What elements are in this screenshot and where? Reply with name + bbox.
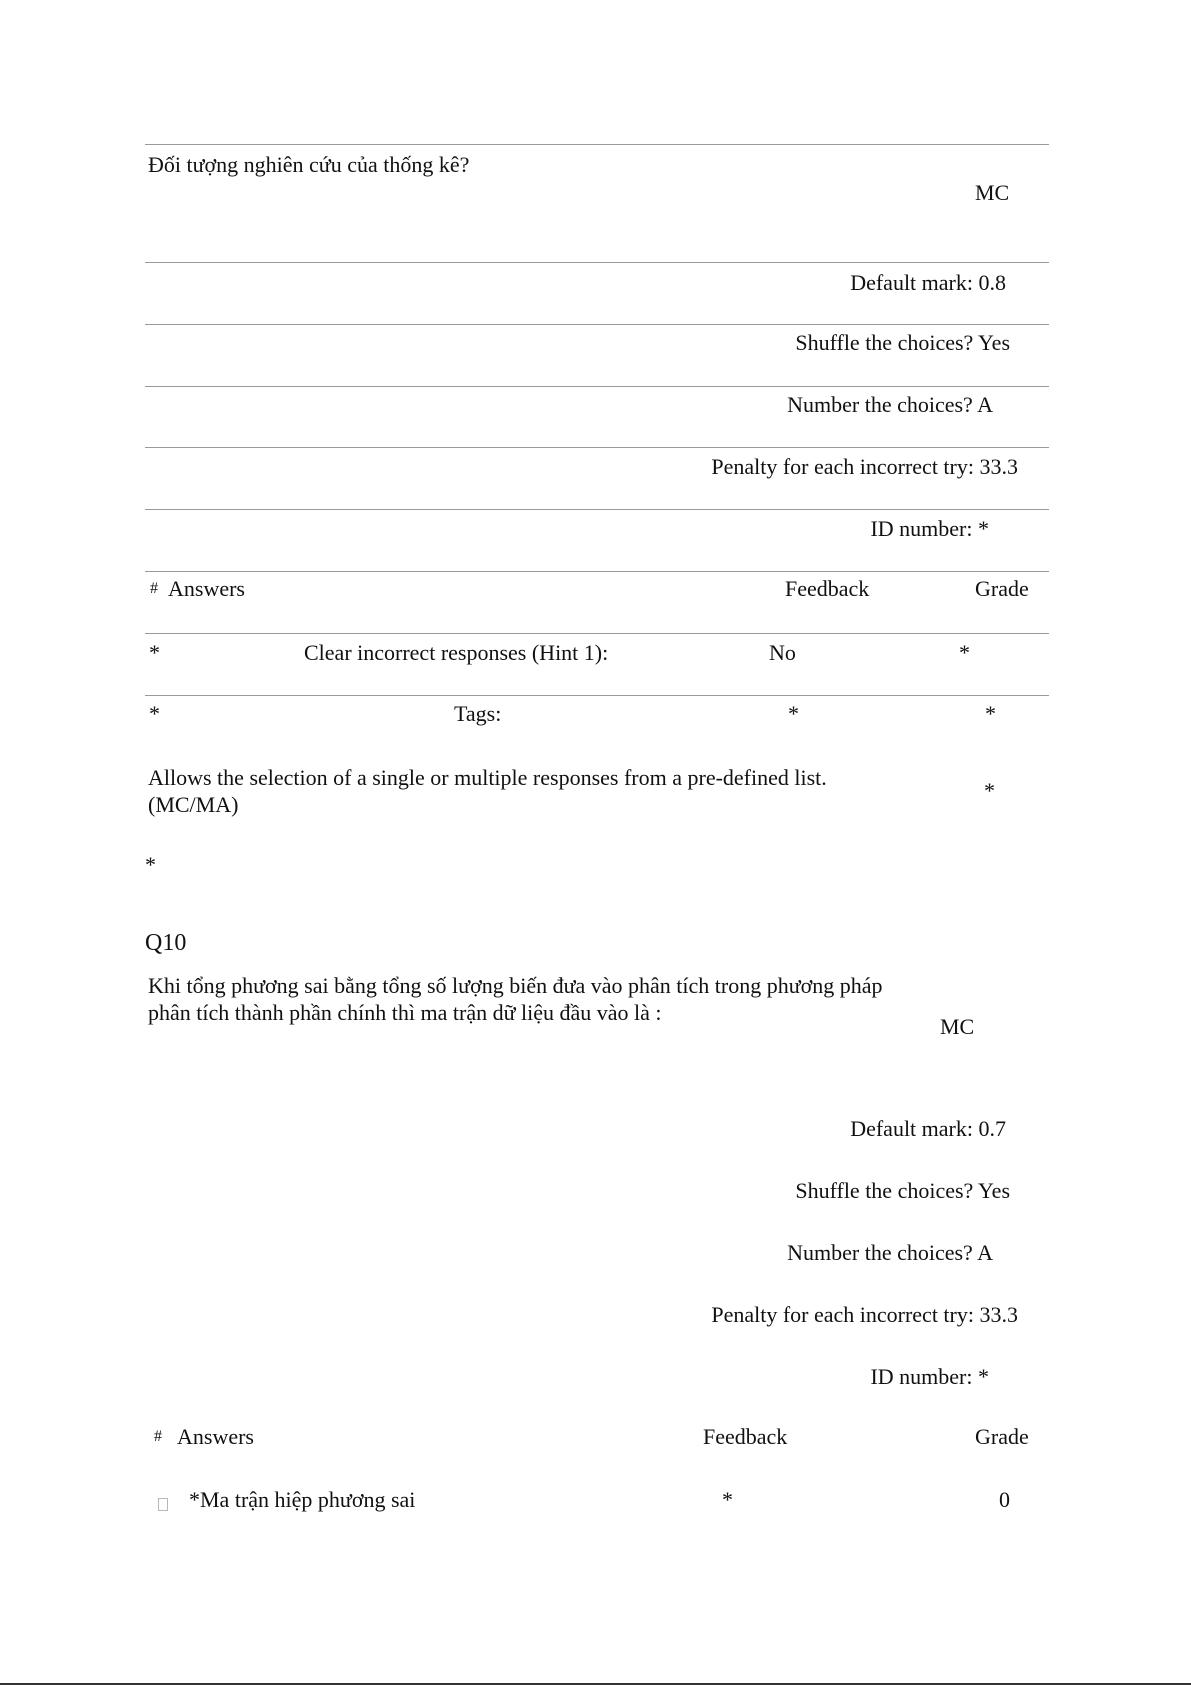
hint-star: * [149,640,160,665]
tags-star: * [149,701,160,726]
feedback-header: Feedback [703,1424,788,1449]
hint-label: Clear incorrect responses (Hint 1): [304,640,609,665]
answer-grade: 0 [999,1487,1010,1512]
id-number: ID number: * [870,1364,989,1389]
question-text: Khi tổng phương sai bằng tổng số lượng biến đưa vào phân tích trong phương pháp phân tích thành phần chính thì ma trận dữ liệu đầu vào là : [148,973,883,1025]
answer-text: *Ma trận hiệp phương sai [189,1487,416,1512]
divider [145,324,1049,325]
divider [145,386,1049,387]
feedback-header: Feedback [785,576,870,601]
question-type: MC [975,180,1010,205]
grade-header: Grade [975,1424,1029,1449]
default-mark: Default mark: 0.7 [850,1116,1006,1141]
tags-label: Tags: [454,701,502,726]
divider [145,571,1049,572]
hint-grade: * [959,640,970,665]
divider [145,447,1049,448]
tags-grade: * [985,701,996,726]
divider [145,695,1049,696]
numbering-setting: Number the choices? A [787,1240,993,1265]
question-type: MC [940,1014,975,1039]
penalty-setting: Penalty for each incorrect try: 33.3 [711,1302,1018,1327]
grade-header: Grade [975,576,1029,601]
question-description: Allows the selection of a single or multiple responses from a pre-defined list. (MC/MA) [148,765,827,817]
shuffle-setting: Shuffle the choices? Yes [795,330,1010,355]
question-number: Q10 [145,930,187,956]
divider [145,144,1049,145]
answers-header: Answers [168,576,245,601]
penalty-setting: Penalty for each incorrect try: 33.3 [711,454,1018,479]
answers-hash-header: # [150,580,158,597]
divider [145,633,1049,634]
answers-header: Answers [177,1424,254,1449]
divider [145,262,1049,263]
default-mark: Default mark: 0.8 [850,270,1006,295]
answer-feedback: * [722,1487,733,1512]
shuffle-setting: Shuffle the choices? Yes [795,1178,1010,1203]
numbering-setting: Number the choices? A [787,392,993,417]
answers-hash-header: # [154,1428,162,1445]
question-text: Đối tượng nghiên cứu của thống kê? [148,152,470,177]
tags-feedback: * [788,701,799,726]
id-number: ID number: * [870,516,989,541]
description-star: * [984,778,995,803]
hint-value: No [769,640,796,665]
divider [145,509,1049,510]
trailing-star: * [145,852,156,877]
checkbox-icon [158,1498,168,1511]
